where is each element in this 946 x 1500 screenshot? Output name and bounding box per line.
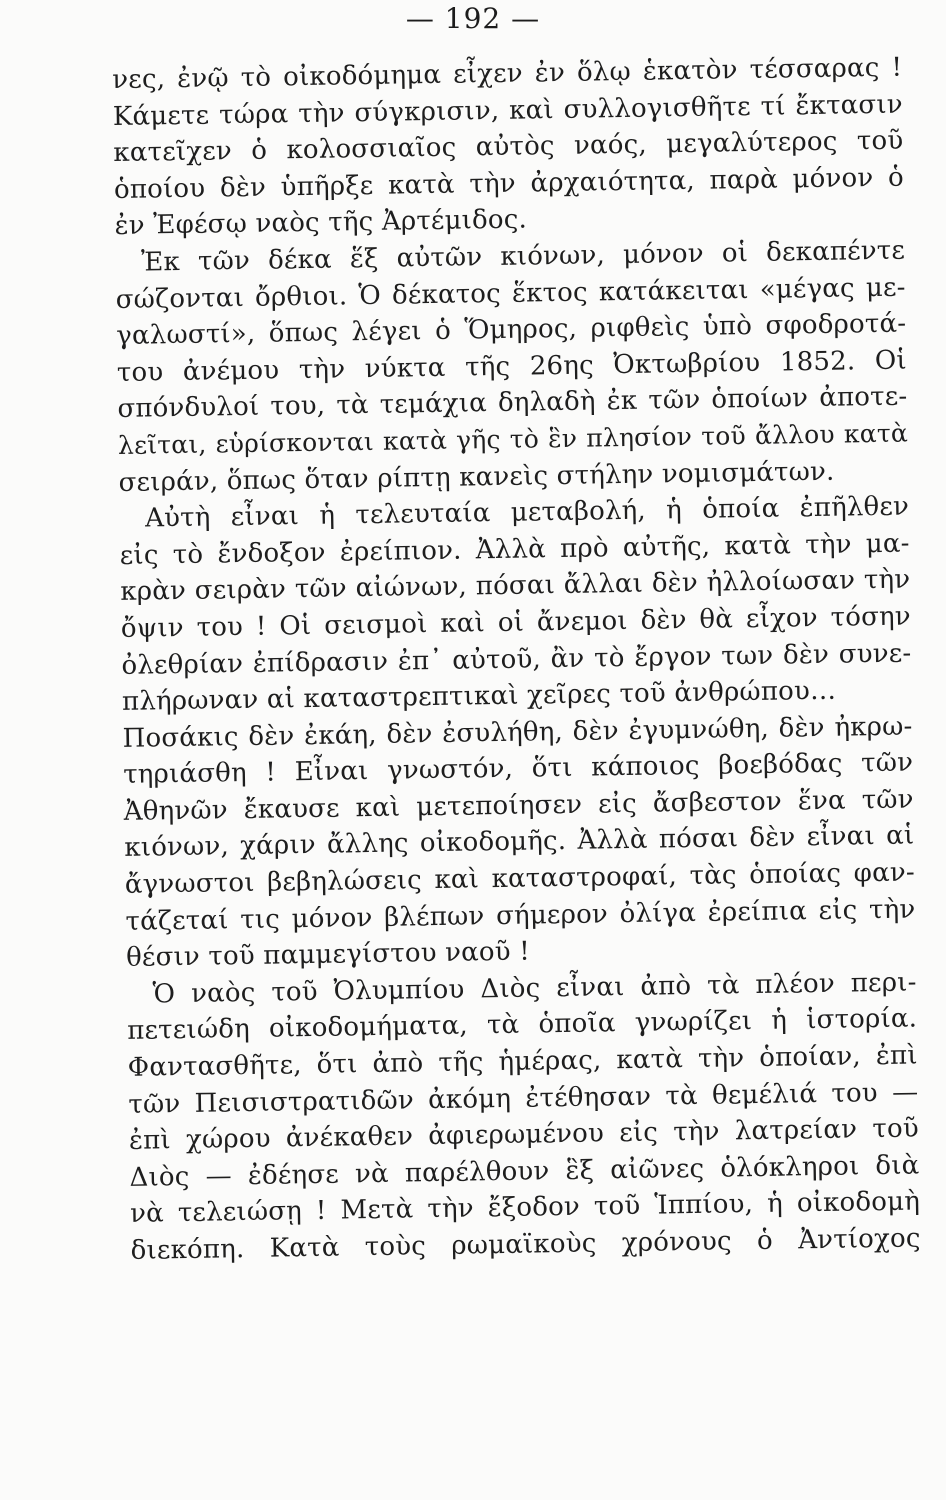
text-line: Ποσάκις δὲν ἐκάη, δὲν ἐσυλήθη, δὲν ἐγυμνώθη, δὲν ἠκρω- — [122, 711, 913, 754]
text-line: νὰ τελειώσῃ ! Μετὰ τὴν ἔξοδον τοῦ Ἱππίου, ἡ οἰκοδομὴ — [129, 1186, 921, 1230]
text-line: τηριάσθη ! Εἶναι γνωστόν, ὅτι κάποιος βοεβόδας τῶν — [122, 747, 914, 791]
page-number: — 192 — — [405, 2, 541, 35]
text-line: γαλωστί», ὅπως λέγει ὁ Ὅμηρος, ριφθεὶς ὑπὸ σφοδροτά- — [116, 308, 907, 352]
text-line: Φαντασθῆτε, ὅτι ἀπὸ τῆς ἡμέρας, κατὰ τὴν ὁποίαν, ἐπὶ — [127, 1040, 918, 1083]
text-line: Ὁ ναὸς τοῦ Ὀλυμπίου Διὸς εἶναι ἀπὸ τὰ πλέον περι- — [152, 967, 917, 1010]
text-line: τῶν Πεισιστρατιδῶν ἀκόμη ἐτέθησαν τὰ θεμέλιά του — — [128, 1077, 919, 1120]
text-line: πετειώδη οἰκοδομήματα, τὰ ὁποῖα γνωρίζει ἡ ἱστορία. — [126, 1003, 918, 1047]
text-line: Κάμετε τώρα τὴν σύγκρισιν, καὶ συλλογισθῆτε τί ἔκτασιν — [112, 89, 903, 132]
text-line: κιόνων, χάριν ἄλλης οἰκοδομῆς. Ἀλλὰ πόσαι δὲν εἶναι αἱ — [124, 820, 915, 864]
text-line: πλήρωναν αἱ καταστρεπτικαὶ χεῖρες τοῦ ἀνθρώπου… — [121, 675, 837, 718]
text-line: σειράν, ὅπως ὅταν ρίπτῃ κανεὶς στήλην νομισμάτων. — [118, 456, 835, 498]
text-line: Αὐτὴ εἶναι ἡ τελευταία μεταβολή, ἡ ὁποία ἐπῆλθεν — [144, 491, 910, 534]
text-line: ὁποίου δὲν ὑπῆρξε κατὰ τὴν ἀρχαιότητα, παρὰ μόνον ὁ — [113, 162, 905, 205]
text-line: θέσιν τοῦ παμμεγίστου ναοῦ ! — [125, 936, 531, 974]
text-line: Ἐκ τῶν δέκα ἕξ αὐτῶν κιόνων, μόνον οἱ δεκαπέντε — [140, 235, 906, 278]
text-line: κατεῖχεν ὁ κολοσσιαῖος αὐτὸς ναός, μεγαλύτερος τοῦ — [113, 125, 904, 169]
text-line: τάζεταί τις μόνον βλέπων σήμερον ὀλίγα ἐρείπια εἰς τὴν — [125, 894, 916, 937]
text-line: του ἀνέμου τὴν νύκτα τῆς 26ης Ὀκτωβρίου 1852. Οἱ — [116, 345, 908, 388]
text-line: διεκόπη. Κατὰ τοὺς ρωμαϊκοὺς χρόνους ὁ Ἀντίοχος — [130, 1223, 921, 1266]
text-line: ἐπὶ χώρου ἀνέκαθεν ἀφιερωμένου εἰς τὴν λατρείαν τοῦ — [128, 1113, 920, 1157]
text-line: εἰς τὸ ἔνδοξον ἐρείπιον. Ἀλλὰ πρὸ αὐτῆς, κατὰ τὴν μα- — [119, 528, 910, 571]
text-line: Διὸς — ἐδέησε νὰ παρέλθουν ἓξ αἰῶνες ὁλόκληροι διὰ — [129, 1150, 920, 1193]
body-text — [112, 50, 921, 1270]
text-line: σώζονται ὄρθιοι. Ὁ δέκατος ἕκτος κατάκειται «μέγας με- — [115, 272, 906, 315]
text-line: νες, ἐνῷ τὸ οἰκοδόμημα εἶχεν ἐν ὅλῳ ἑκατὸν τέσσαρας ! — [112, 52, 903, 95]
text-line: ὄψιν του ! Οἱ σεισμοὶ καὶ οἱ ἄνεμοι δὲν θὰ εἶχον τόσην — [120, 601, 912, 644]
text-line: κρὰν σειρὰν τῶν αἰώνων, πόσαι ἄλλαι δὲν ἠλλοίωσαν τὴν — [120, 564, 911, 608]
text-line: ὀλεθρίαν ἐπίδρασιν ἐπ᾽ αὐτοῦ, ἂν τὸ ἔργον των δὲν συνε- — [121, 638, 912, 681]
text-line: Ἀθηνῶν ἔκαυσε καὶ μετεποίησεν εἰς ἄσβεστον ἕνα τῶν — [123, 784, 914, 827]
text-line: λεῖται, εὑρίσκονται κατὰ γῆς τὸ ἓν πλησίον τοῦ ἄλλου κατὰ — [117, 418, 909, 460]
text-line: σπόνδυλοί του, τὰ τεμάχια δηλαδὴ ἐκ τῶν ὁποίων ἀποτε- — [117, 381, 908, 425]
text-line: ἐν Ἐφέσῳ ναὸς τῆς Ἀρτέμιδος. — [114, 204, 528, 242]
text-line: ἄγνωστοι βεβηλώσεις καὶ καταστροφαί, τὰς ὁποίας φαν- — [124, 857, 916, 900]
